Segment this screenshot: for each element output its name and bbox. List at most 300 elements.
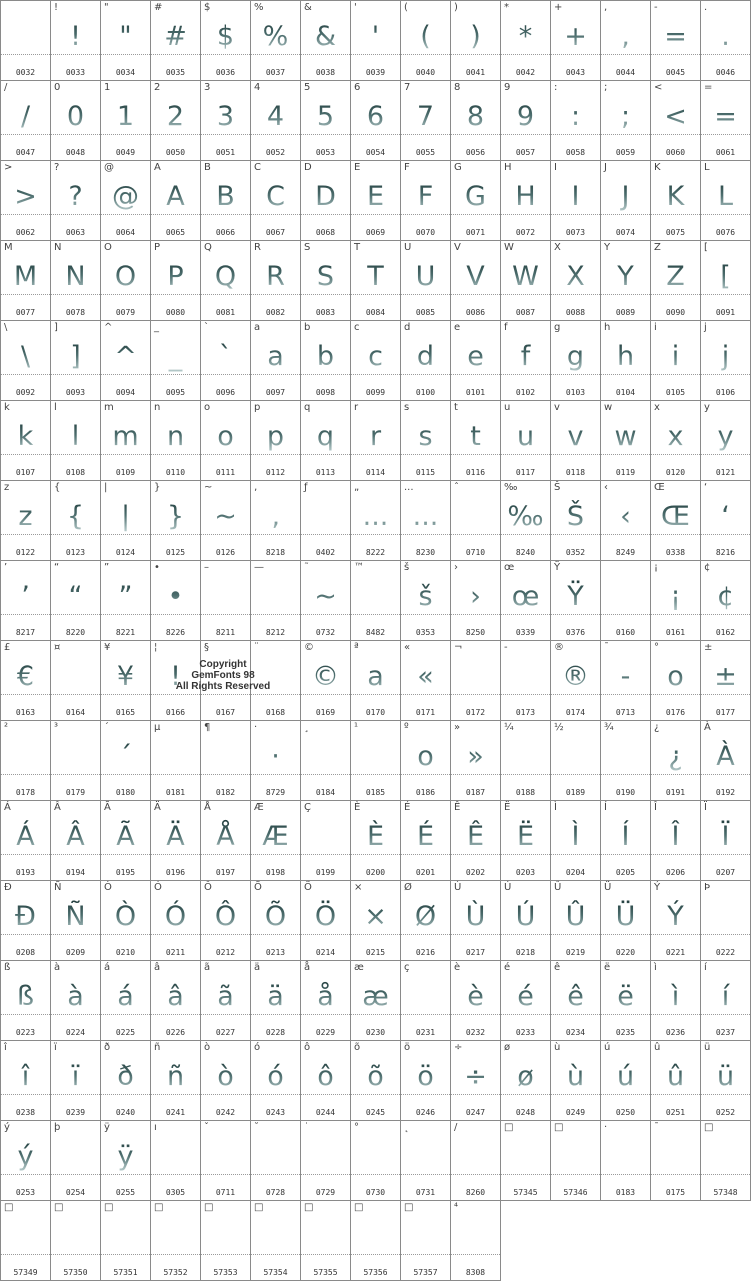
char-code: 0352	[565, 548, 586, 557]
glyph-sample: ü	[701, 1059, 750, 1095]
glyph-cell	[50, 880, 101, 961]
glyph-sample: ‘	[701, 499, 750, 535]
char-label: 9	[504, 82, 511, 93]
glyph-cell	[150, 320, 201, 401]
glyph-sample: Ÿ	[551, 579, 600, 615]
glyph-cell	[50, 480, 101, 561]
glyph-cell	[450, 1120, 501, 1201]
char-code: 0121	[715, 468, 736, 477]
char-code: 0161	[665, 628, 686, 637]
glyph-sample: {	[51, 499, 100, 535]
glyph-cell	[500, 400, 551, 481]
char-code: 0223	[15, 1028, 36, 1037]
glyph-sample: d	[401, 339, 450, 375]
char-label: p	[254, 402, 261, 413]
glyph-cell	[650, 560, 701, 641]
char-label: Ô	[204, 882, 212, 893]
char-code: 0162	[715, 628, 736, 637]
char-label: ø	[504, 1042, 511, 1053]
glyph-cell	[100, 560, 151, 641]
char-code: 0126	[215, 548, 236, 557]
glyph-sample: Ï	[701, 819, 750, 855]
char-label: Ö	[304, 882, 312, 893]
glyph-cell	[250, 1040, 301, 1121]
char-code: 0114	[365, 468, 386, 477]
char-label: Ä	[154, 802, 161, 813]
char-label: b	[304, 322, 311, 333]
char-code: 0207	[715, 868, 736, 877]
glyph-sample: Ã	[101, 819, 150, 855]
glyph-cell	[350, 160, 401, 241]
glyph-sample: L	[701, 179, 750, 215]
char-label: +	[554, 2, 563, 13]
glyph-cell	[100, 1120, 151, 1201]
glyph-cell	[600, 720, 651, 801]
char-code: 0176	[665, 708, 686, 717]
glyph-cell	[150, 960, 201, 1041]
char-label: T	[354, 242, 361, 253]
char-label: □	[4, 1202, 14, 1213]
char-label: Ý	[654, 882, 661, 893]
char-label: ñ	[154, 1042, 161, 1053]
char-label: ›	[454, 562, 458, 573]
glyph-cell	[200, 80, 251, 161]
char-label: Ó	[154, 882, 162, 893]
glyph-cell	[50, 80, 101, 161]
glyph-cell	[400, 320, 451, 401]
glyph-sample: m	[101, 419, 150, 455]
glyph-cell	[150, 1120, 201, 1201]
char-code: 0205	[615, 868, 636, 877]
char-code: 0112	[265, 468, 286, 477]
char-label: Ñ	[54, 882, 62, 893]
glyph-cell	[0, 960, 51, 1041]
glyph-cell	[500, 800, 551, 881]
char-code: 0732	[315, 628, 336, 637]
char-code: 0062	[15, 228, 36, 237]
baseline-guide	[1, 1254, 50, 1255]
char-label: 3	[204, 82, 211, 93]
char-code: 0208	[15, 948, 36, 957]
char-code: 0168	[265, 708, 286, 717]
char-label: '	[354, 2, 357, 13]
glyph-cell	[400, 800, 451, 881]
char-code: 0089	[615, 308, 636, 317]
char-code: 0247	[465, 1108, 486, 1117]
char-label: ¶	[204, 722, 211, 733]
glyph-cell	[400, 640, 451, 721]
glyph-cell	[50, 400, 101, 481]
glyph-sample: ±	[701, 659, 750, 695]
glyph-sample: š	[401, 579, 450, 615]
char-code: 0193	[15, 868, 36, 877]
char-code: 8249	[615, 548, 636, 557]
glyph-sample: û	[651, 1059, 700, 1095]
char-label: ç	[404, 962, 410, 973]
glyph-sample: o	[201, 419, 250, 455]
char-label: Š	[554, 482, 561, 493]
glyph-sample: Ò	[101, 899, 150, 935]
glyph-cell	[600, 320, 651, 401]
char-label: ü	[704, 1042, 711, 1053]
char-label: 2	[154, 82, 161, 93]
char-label: ~	[204, 482, 213, 493]
glyph-sample: È	[351, 819, 400, 855]
char-code: 0244	[315, 1108, 336, 1117]
char-label: ¾	[604, 722, 614, 733]
char-label: r	[354, 402, 359, 413]
char-code: 0100	[415, 388, 436, 397]
baseline-guide	[551, 1174, 600, 1175]
char-code: 0063	[65, 228, 86, 237]
glyph-cell	[100, 320, 151, 401]
glyph-sample: À	[701, 739, 750, 775]
glyph-cell	[550, 1120, 601, 1201]
char-code: 0052	[265, 148, 286, 157]
glyph-cell	[600, 240, 651, 321]
glyph-cell	[350, 1120, 401, 1201]
glyph-sample: á	[101, 979, 150, 1015]
glyph-cell	[550, 880, 601, 961]
char-code: 0093	[65, 388, 86, 397]
glyph-cell	[450, 800, 501, 881]
char-label: ë	[604, 962, 611, 973]
glyph-sample: [	[701, 259, 750, 295]
glyph-cell	[650, 80, 701, 161]
glyph-cell	[500, 80, 551, 161]
char-label: î	[4, 1042, 7, 1053]
char-label: ´	[104, 722, 109, 733]
glyph-sample: (	[401, 19, 450, 55]
char-code: 0177	[715, 708, 736, 717]
char-label: B	[204, 162, 211, 173]
char-code: 0713	[615, 708, 636, 717]
char-label: n	[154, 402, 161, 413]
glyph-sample: .	[701, 19, 750, 55]
glyph-sample: ;	[601, 99, 650, 135]
char-code: 0221	[665, 948, 686, 957]
glyph-cell	[600, 960, 651, 1041]
glyph-cell	[100, 1200, 151, 1281]
char-code: 0254	[65, 1188, 86, 1197]
baseline-guide	[651, 1174, 700, 1175]
char-label: °	[654, 642, 659, 653]
char-label: ‘	[704, 482, 708, 493]
glyph-sample: ´	[101, 739, 150, 775]
char-label: )	[454, 2, 458, 13]
notice-line-3: All Rights Reserved	[175, 681, 271, 692]
glyph-sample: õ	[351, 1059, 400, 1095]
baseline-guide	[451, 694, 500, 695]
glyph-cell	[0, 800, 51, 881]
glyph-sample: D	[301, 179, 350, 215]
char-label: À	[704, 722, 711, 733]
glyph-sample: Ø	[401, 899, 450, 935]
char-code: 0079	[115, 308, 136, 317]
char-code: 0243	[265, 1108, 286, 1117]
char-code: 0220	[615, 948, 636, 957]
baseline-guide	[301, 534, 350, 535]
char-label: u	[504, 402, 511, 413]
char-code: 0065	[165, 228, 186, 237]
glyph-cell	[350, 0, 401, 81]
char-label: h	[604, 322, 611, 333]
glyph-sample: Â	[51, 819, 100, 855]
glyph-sample: í	[701, 979, 750, 1015]
glyph-cell	[350, 320, 401, 401]
char-code: 0099	[365, 388, 386, 397]
char-code: 0180	[115, 788, 136, 797]
glyph-sample: t	[451, 419, 500, 455]
baseline-guide	[201, 1254, 250, 1255]
char-label: ¬	[454, 642, 463, 653]
char-code: 0338	[665, 548, 686, 557]
glyph-sample: ^	[101, 339, 150, 375]
glyph-cell	[0, 720, 51, 801]
char-label: ¨	[254, 642, 259, 653]
glyph-sample: «	[401, 659, 450, 695]
glyph-sample: Æ	[251, 819, 300, 855]
baseline-guide	[201, 694, 250, 695]
char-code: 0195	[115, 868, 136, 877]
notice-line-1: Copyright	[199, 659, 247, 670]
glyph-cell	[0, 480, 51, 561]
char-label: a	[254, 322, 261, 333]
char-label: °	[354, 1122, 359, 1133]
glyph-cell	[300, 640, 351, 721]
char-label: ¸	[304, 722, 309, 733]
char-code: 0213	[265, 948, 286, 957]
glyph-cell	[400, 480, 451, 561]
glyph-sample: 4	[251, 99, 300, 135]
char-code: 0086	[465, 308, 486, 317]
char-code: 8260	[465, 1188, 486, 1197]
char-code: 0202	[465, 868, 486, 877]
glyph-cell	[400, 0, 451, 81]
glyph-cell	[150, 480, 201, 561]
char-label: ª	[354, 642, 359, 653]
glyph-cell	[300, 880, 351, 961]
char-label: Ç	[304, 802, 311, 813]
glyph-sample: å	[301, 979, 350, 1015]
char-label: ¥	[104, 642, 111, 653]
char-code: 0209	[65, 948, 86, 957]
char-code: 0073	[565, 228, 586, 237]
glyph-cell	[100, 240, 151, 321]
glyph-cell	[300, 480, 351, 561]
glyph-sample: ...	[351, 499, 400, 535]
glyph-cell	[700, 800, 751, 881]
glyph-cell	[200, 1040, 251, 1121]
baseline-guide	[701, 934, 750, 935]
glyph-cell	[550, 80, 601, 161]
glyph-cell	[450, 1040, 501, 1121]
glyph-cell	[600, 560, 651, 641]
glyph-sample: Ä	[151, 819, 200, 855]
char-code: 0189	[565, 788, 586, 797]
glyph-cell	[50, 640, 101, 721]
char-code: 0183	[615, 1188, 636, 1197]
glyph-cell	[100, 160, 151, 241]
char-code: 8222	[365, 548, 386, 557]
glyph-sample: o	[651, 659, 700, 695]
baseline-guide	[551, 774, 600, 775]
char-code: 0078	[65, 308, 86, 317]
char-label: ÿ	[104, 1122, 110, 1133]
glyph-cell	[700, 560, 751, 641]
char-label: “	[54, 562, 60, 573]
char-label: ê	[554, 962, 561, 973]
glyph-sample: è	[451, 979, 500, 1015]
glyph-cell	[500, 640, 551, 721]
baseline-guide	[351, 774, 400, 775]
char-label: ã	[204, 962, 211, 973]
glyph-cell	[700, 400, 751, 481]
char-code: 0039	[365, 68, 386, 77]
char-label: @	[104, 162, 114, 173]
char-label: 7	[404, 82, 411, 93]
char-label: 1	[104, 82, 111, 93]
char-code: 0188	[515, 788, 536, 797]
char-label: q	[304, 402, 311, 413]
char-label: Û	[554, 882, 562, 893]
char-code: 0077	[15, 308, 36, 317]
glyph-cell	[150, 0, 201, 81]
glyph-sample: B	[201, 179, 250, 215]
glyph-sample: ©	[301, 659, 350, 695]
glyph-sample: @	[101, 179, 150, 215]
glyph-cell	[600, 1040, 651, 1121]
notice-line-2: GemFonts 98	[191, 670, 255, 681]
glyph-sample: u	[501, 419, 550, 455]
glyph-sample: é	[501, 979, 550, 1015]
char-label: ð	[104, 1042, 111, 1053]
char-code: 0181	[165, 788, 186, 797]
char-code: 8216	[715, 548, 736, 557]
glyph-sample: v	[551, 419, 600, 455]
char-code: 0035	[165, 68, 186, 77]
char-code: 0402	[315, 548, 336, 557]
glyph-cell	[100, 400, 151, 481]
glyph-cell	[300, 320, 351, 401]
char-code: 0170	[365, 708, 386, 717]
glyph-sample: r	[351, 419, 400, 455]
char-label: ‚	[254, 482, 258, 493]
baseline-guide	[301, 774, 350, 775]
glyph-cell	[200, 240, 251, 321]
char-label: Ÿ	[554, 562, 561, 573]
char-code: 0229	[315, 1028, 336, 1037]
glyph-cell	[550, 480, 601, 561]
glyph-cell	[100, 640, 151, 721]
char-code: 0090	[665, 308, 686, 317]
char-label: 4	[254, 82, 261, 93]
char-label: `	[204, 322, 209, 333]
glyph-sample: ·	[251, 739, 300, 775]
glyph-sample: W	[501, 259, 550, 295]
char-code: 0163	[15, 708, 36, 717]
char-code: 0104	[615, 388, 636, 397]
char-label: Â	[54, 802, 61, 813]
char-code: 0253	[15, 1188, 36, 1197]
char-code: 0103	[565, 388, 586, 397]
glyph-cell	[100, 880, 151, 961]
glyph-sample: !	[151, 659, 200, 695]
char-label: Å	[204, 802, 211, 813]
char-code: 8250	[465, 628, 486, 637]
glyph-cell	[500, 0, 551, 81]
glyph-sample: /	[1, 99, 50, 135]
char-code: 0211	[165, 948, 186, 957]
glyph-sample: Ñ	[51, 899, 100, 935]
char-code: 0098	[315, 388, 336, 397]
baseline-guide	[301, 1174, 350, 1175]
glyph-cell	[0, 1120, 51, 1201]
glyph-sample: ¿	[651, 739, 700, 775]
char-code: 0040	[415, 68, 436, 77]
char-label: ½	[554, 722, 564, 733]
glyph-sample: à	[51, 979, 100, 1015]
baseline-guide	[201, 774, 250, 775]
char-label: ˛	[404, 1122, 409, 1133]
char-code: 57351	[113, 1268, 138, 1277]
char-label: /	[4, 82, 8, 93]
glyph-cell	[650, 640, 701, 721]
glyph-sample: î	[1, 1059, 50, 1095]
char-label: f	[504, 322, 508, 333]
char-label: Ð	[4, 882, 12, 893]
glyph-sample: Ê	[451, 819, 500, 855]
glyph-sample: ð	[101, 1059, 150, 1095]
glyph-sample: A	[151, 179, 200, 215]
glyph-sample: ö	[401, 1059, 450, 1095]
glyph-cell	[400, 880, 451, 961]
char-code: 0178	[15, 788, 36, 797]
glyph-cell	[450, 160, 501, 241]
glyph-cell	[50, 160, 101, 241]
glyph-cell	[500, 160, 551, 241]
glyph-sample: I	[551, 179, 600, 215]
glyph-cell	[550, 800, 601, 881]
char-code: 0175	[665, 1188, 686, 1197]
char-label: M	[4, 242, 13, 253]
char-code: 0075	[665, 228, 686, 237]
baseline-guide	[451, 1174, 500, 1175]
glyph-cell	[600, 0, 651, 81]
baseline-guide	[101, 1254, 150, 1255]
glyph-cell	[150, 1040, 201, 1121]
char-code: 0080	[165, 308, 186, 317]
glyph-sample: Ó	[151, 899, 200, 935]
char-code: 0072	[515, 228, 536, 237]
glyph-sample: ô	[301, 1059, 350, 1095]
glyph-sample: ‰	[501, 499, 550, 535]
char-code: 8217	[15, 628, 36, 637]
char-label: t	[454, 402, 458, 413]
glyph-sample: n	[151, 419, 200, 455]
baseline-guide	[51, 774, 100, 775]
glyph-sample: ê	[551, 979, 600, 1015]
baseline-guide	[51, 1254, 100, 1255]
glyph-cell	[300, 160, 351, 241]
char-label: É	[404, 802, 411, 813]
glyph-sample: i	[651, 339, 700, 375]
char-label: ?	[54, 162, 60, 173]
glyph-sample: ‚	[251, 499, 300, 535]
baseline-guide	[351, 614, 400, 615]
char-label: :	[554, 82, 558, 93]
char-code: 0255	[115, 1188, 136, 1197]
